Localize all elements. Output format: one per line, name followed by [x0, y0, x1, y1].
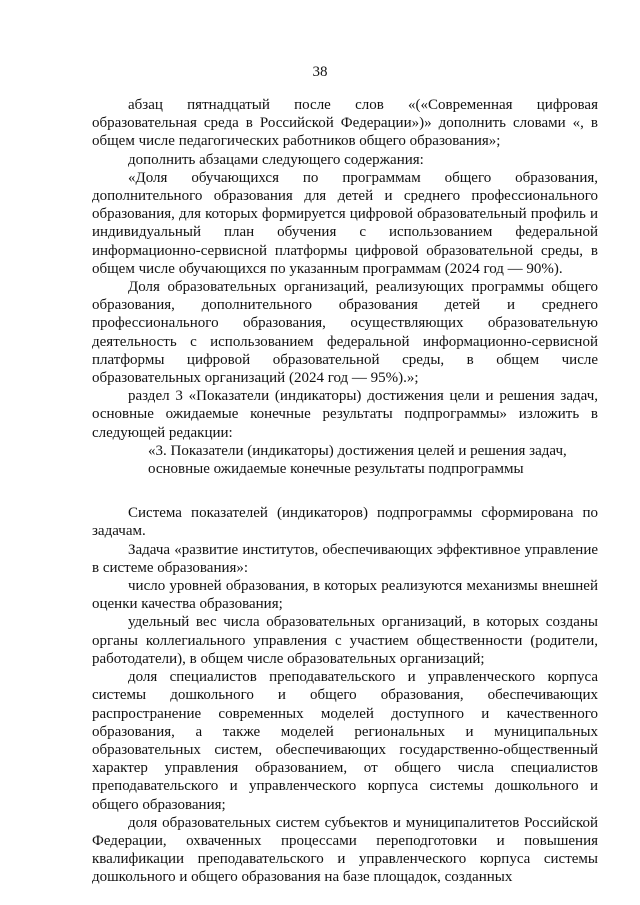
paragraph-indicator-collegial: удельный вес числа образовательных организаций, в которых созданы органы коллегиального управления с участием общественности (родители, работодатели), в общем числе образовательных организаций; [92, 614, 598, 667]
section-gap [92, 478, 598, 504]
paragraph-section-3-intro: раздел 3 «Показатели (индикаторы) достижения цели и решения задач, основные ожидаемые конечные результаты подпрограммы» изложить в следующей редакции: [92, 388, 598, 441]
paragraph-indicator-levels: число уровней образования, в которых реализуются механизмы внешней оценки качества образования; [92, 578, 598, 613]
paragraph-share-students: «Доля обучающихся по программам общего образования, дополнительного образования для детей и среднего профессионального образования, для которых формируется цифровой образовательный профиль и индивидуальный план обучения с использованием федеральной информационно-сервисной платформы цифровой образовательной среды, в общем числе обучающихся по указанным программам (2024 год — 90%). [92, 169, 598, 277]
paragraph-add-intro: дополнить абзацами следующего содержания: [128, 151, 424, 168]
paragraph-indicator-regional-systems: доля образовательных систем субъектов и муниципалитетов Российской Федерации, охваченных процессами переподготовки и повышения квалификации преподавательского и управленческого корпуса системы дошкольного и общего образования на базе площадок, созданных [92, 814, 598, 886]
document-body [92, 96, 598, 887]
paragraph-task: Задача «развитие институтов, обеспечивающих эффективное управление в системе образования»: [92, 541, 598, 576]
paragraph-system-of-indicators: Система показателей (индикаторов) подпрограммы сформирована по задачам. [92, 505, 598, 540]
paragraph-indicator-specialists: доля специалистов преподавательского и управленческого корпуса системы дошкольного и общего образования, обеспечивающих распространение современных моделей доступного и качественного образования, а также моделей региональных и муниципальных образовательных систем, обеспечивающих государственно-общественный характер управления образованием, от общего числа специалистов преподавательского и управленческого корпуса системы дошкольного и общего образования; [92, 669, 598, 813]
paragraph-amendment-15: абзац пятнадцатый после слов «(«Современная цифровая образовательная среда в Российской Федерации»)» дополнить словами «, в общем числе педагогических работников общего образования»; [92, 97, 598, 150]
section-heading: «3. Показатели (индикаторы) достижения целей и решения задач, основные ожидаемые конечные результаты подпрограммы [148, 442, 567, 478]
paragraph-share-organizations: Доля образовательных организаций, реализующих программы общего образования, дополнительного образования детей и среднего профессионального образования, осуществляющих образовательную деятельность с использованием федеральной информационно-сервисной платформы цифровой образовательной среды, в общем числе образовательных организаций (2024 год — 95%).»; [92, 279, 598, 387]
page-number: 38 [312, 64, 328, 80]
